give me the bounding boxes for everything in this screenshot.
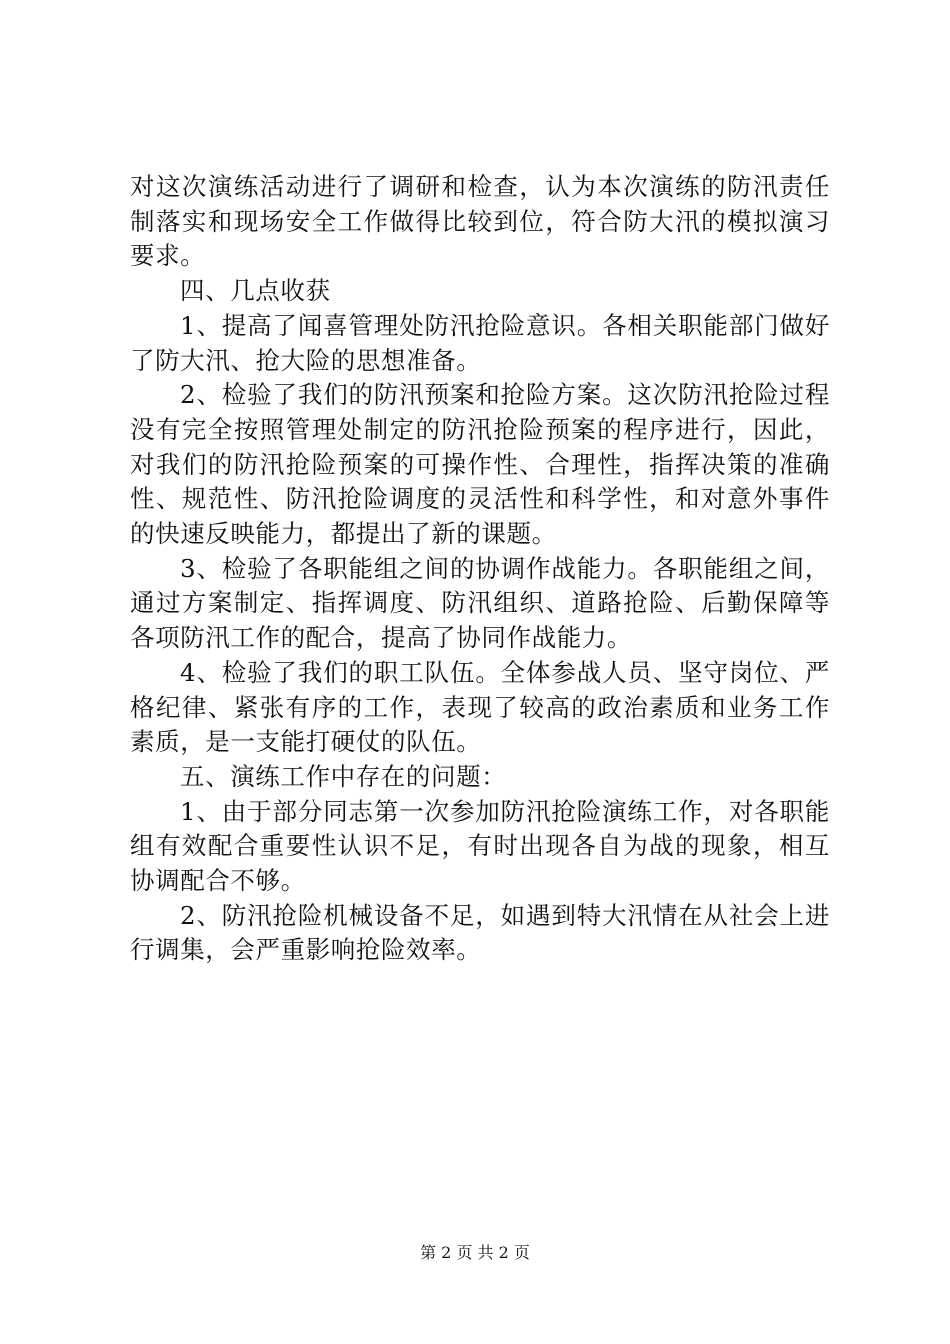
paragraph-gain-2: 2、检验了我们的防汛预案和抢险方案。这次防汛抢险过程没有完全按照管理处制定的防汛抢险预案的程序进行，因此，对我们的防汛抢险预案的可操作性、合理性，指挥决策的准确性、规范性、防汛抢险调度的灵活性和科学性，和对意外事件的快速反映能力，都提出了新的课题。: [130, 380, 830, 549]
section-heading-gains: 四、几点收获: [180, 276, 331, 306]
page-number-footer: 第 2 页 共 2 页: [420, 1243, 530, 1262]
paragraph-gain-4: 4、检验了我们的职工队伍。全体参战人员、坚守岗位、严格纪律、紧张有序的工作，表现了较高的政治素质和业务工作素质，是一支能打硬仗的队伍。: [130, 657, 830, 757]
paragraph-gain-1: 1、提高了闻喜管理处防汛抢险意识。各相关职能部门做好了防大汛、抢大险的思想准备。: [130, 310, 830, 375]
paragraph-gain-3: 3、检验了各职能组之间的协调作战能力。各职能组之间，通过方案制定、指挥调度、防汛组织、道路抢险、后勤保障等各项防汛工作的配合，提高了协同作战能力。: [130, 553, 830, 653]
document-body: [130, 170, 830, 968]
paragraph-intro: 对这次演练活动进行了调研和检查，认为本次演练的防汛责任制落实和现场安全工作做得比较到位，符合防大汛的模拟演习要求。: [130, 172, 830, 271]
paragraph-problem-1: 1、由于部分同志第一次参加防汛抢险演练工作，对各职能组有效配合重要性认识不足，有时出现各自为战的现象，相互协调配合不够。: [130, 796, 830, 896]
paragraph-problem-2: 2、防汛抢险机械设备不足，如遇到特大汛情在从社会上进行调集，会严重影响抢险效率。: [130, 900, 830, 965]
section-heading-problems: 五、演练工作中存在的问题：: [180, 761, 507, 791]
